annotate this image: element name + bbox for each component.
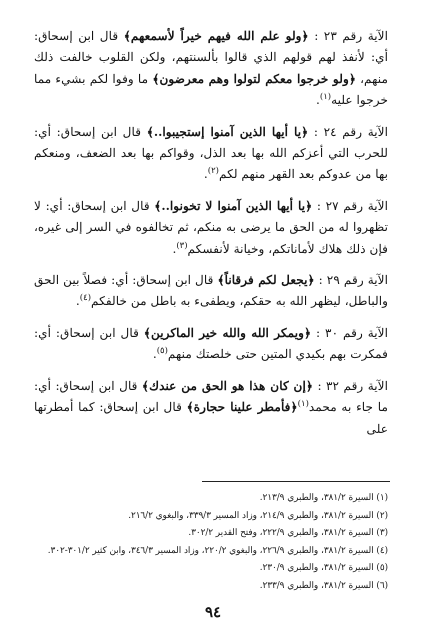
commentary-text-second: قال ابن إسحاق: كما أمطرتها على — [34, 400, 388, 436]
commentary-text: قال ابن إسحاق: أي: فصلاً بين الحق والباطل، ليظهر الله به حقكم، ويطفىء به باطل من خالفكم — [34, 273, 388, 309]
entry-verse-32 — [34, 376, 388, 440]
entry-end: . — [152, 347, 157, 362]
quran-verse-second: ﴿فأمطر علينا حجارة﴾ — [186, 400, 298, 415]
verse-intro: الآية رقم ٢٩ : — [314, 273, 388, 288]
footnote-marker[interactable]: (١) — [297, 399, 309, 410]
commentary-entries — [34, 26, 388, 440]
page-number: ٩٤ — [204, 603, 222, 621]
verse-intro: الآية رقم ٣٠ : — [311, 325, 388, 340]
verse-intro: الآية رقم ٢٧ : — [312, 198, 389, 213]
commentary-text: قال ابن إسحاق: أي: فمكرت بهم بكيدي المتين حتى خلصتك منهم — [34, 325, 388, 362]
entry-paragraph — [34, 26, 388, 112]
footnotes-list — [34, 490, 388, 595]
quran-verse: ﴿يا أيها الذين آمنوا إستجيبوا..﴾ — [146, 124, 309, 139]
entry-paragraph — [34, 270, 388, 313]
commentary-text: قال ابن إسحاق: أي: لا تظهروا له من الحق ما يرضى به منكم، ثم تخالفوه في السر إلى غيره، فإن ذلك هلاك لأماناتكم، وخيانة لأنفسكم — [34, 198, 388, 256]
commentary-text: قال ابن إسحاق: أي: للحرب التي أعزكم الله بها بعد الذل، وقواكم بها بعد الضعف، ومنعكم بها من عدوكم بعد القهر منهم لكم — [34, 124, 388, 182]
verse-intro: الآية رقم ٣٢ : — [313, 378, 388, 393]
verse-intro: الآية رقم ٢٣ : — [308, 29, 388, 43]
footnote-marker[interactable]: (٢) — [207, 166, 219, 177]
entry-paragraph — [34, 376, 388, 440]
quran-verse: ﴿ولو علم الله فيهم خيراً لأسمعهم﴾ — [123, 29, 309, 43]
footnote-item: (٣) السيرة ٣٨١/٢، والطبري ٢٢٢/٩، وفتح القدير ٣٠٢/٢. — [188, 528, 388, 538]
entry-end: . — [203, 167, 208, 182]
entry-verse-23 — [34, 26, 388, 112]
footnote-marker[interactable]: (٣) — [176, 240, 188, 251]
entry-paragraph — [34, 323, 388, 366]
commentary-text: قال ابن إسحاق: أي: لأنفذ لهم قولهم الذي قالوا بألسنتهم، ولكن القلوب خالفت ذلك منهم، — [34, 29, 388, 86]
footnote-marker[interactable]: (١) — [319, 92, 332, 103]
footnote-item: (١) السيرة ٣٨١/٢، والطبري ٢١٣/٩. — [259, 493, 388, 503]
commentary-text-second: ما وفوا لكم بشيء مما خرجوا عليه — [34, 71, 388, 108]
entry-verse-30 — [34, 323, 388, 366]
quran-verse: ﴿يجعل لكم فرقاناً﴾ — [217, 273, 315, 288]
footnote-marker[interactable]: (٤) — [79, 293, 92, 304]
quran-verse: ﴿يا أيها الذين آمنوا لا تخونوا..﴾ — [154, 198, 313, 213]
footnote-item: (٢) السيرة ٣٨١/٢، والطبري ٢١٤/٩، وزاد المسير ٣٣٩/٣، والبغوي ٢١٦/٢. — [128, 510, 388, 521]
entry-paragraph — [34, 122, 388, 186]
commentary-text: قال ابن إسحاق: أي: ما جاء به محمد — [34, 378, 389, 415]
quran-verse: ﴿إن كان هذا هو الحق من عندك﴾ — [141, 378, 314, 393]
entry-verse-27 — [34, 196, 388, 260]
entry-verse-29 — [34, 270, 388, 313]
entry-end: . — [75, 294, 80, 309]
footnote-item: (٤) السيرة ٣٨١/٢، والطبري ٢٢٦/٩، والبغوي ٢٢٠/٢، وزاد المسير ٣٤٦/٣، وابن كثير ٣٠١/٢-٣٠٢. — [47, 545, 388, 556]
footnote-item: (٦) السيرة ٣٨١/٢، والطبري ٢٣٣/٩. — [259, 580, 388, 591]
quran-verse: ﴿ويمكر الله والله خير الماكرين﴾ — [143, 325, 312, 340]
verse-intro: الآية رقم ٢٤ : — [308, 124, 388, 139]
entry-end: . — [172, 241, 177, 256]
footnote-divider — [202, 481, 390, 482]
entry-paragraph — [34, 196, 388, 260]
entry-end: . — [316, 93, 320, 108]
quran-verse-second: ﴿ولو خرجوا معكم لتولوا وهم معرضون﴾ — [152, 71, 356, 86]
footnote-marker[interactable]: (٥) — [156, 346, 168, 357]
footnote-item: (٥) السيرة ٣٨١/٢، والطبري ٢٣٠/٩. — [259, 563, 388, 573]
entry-verse-24 — [34, 122, 388, 186]
